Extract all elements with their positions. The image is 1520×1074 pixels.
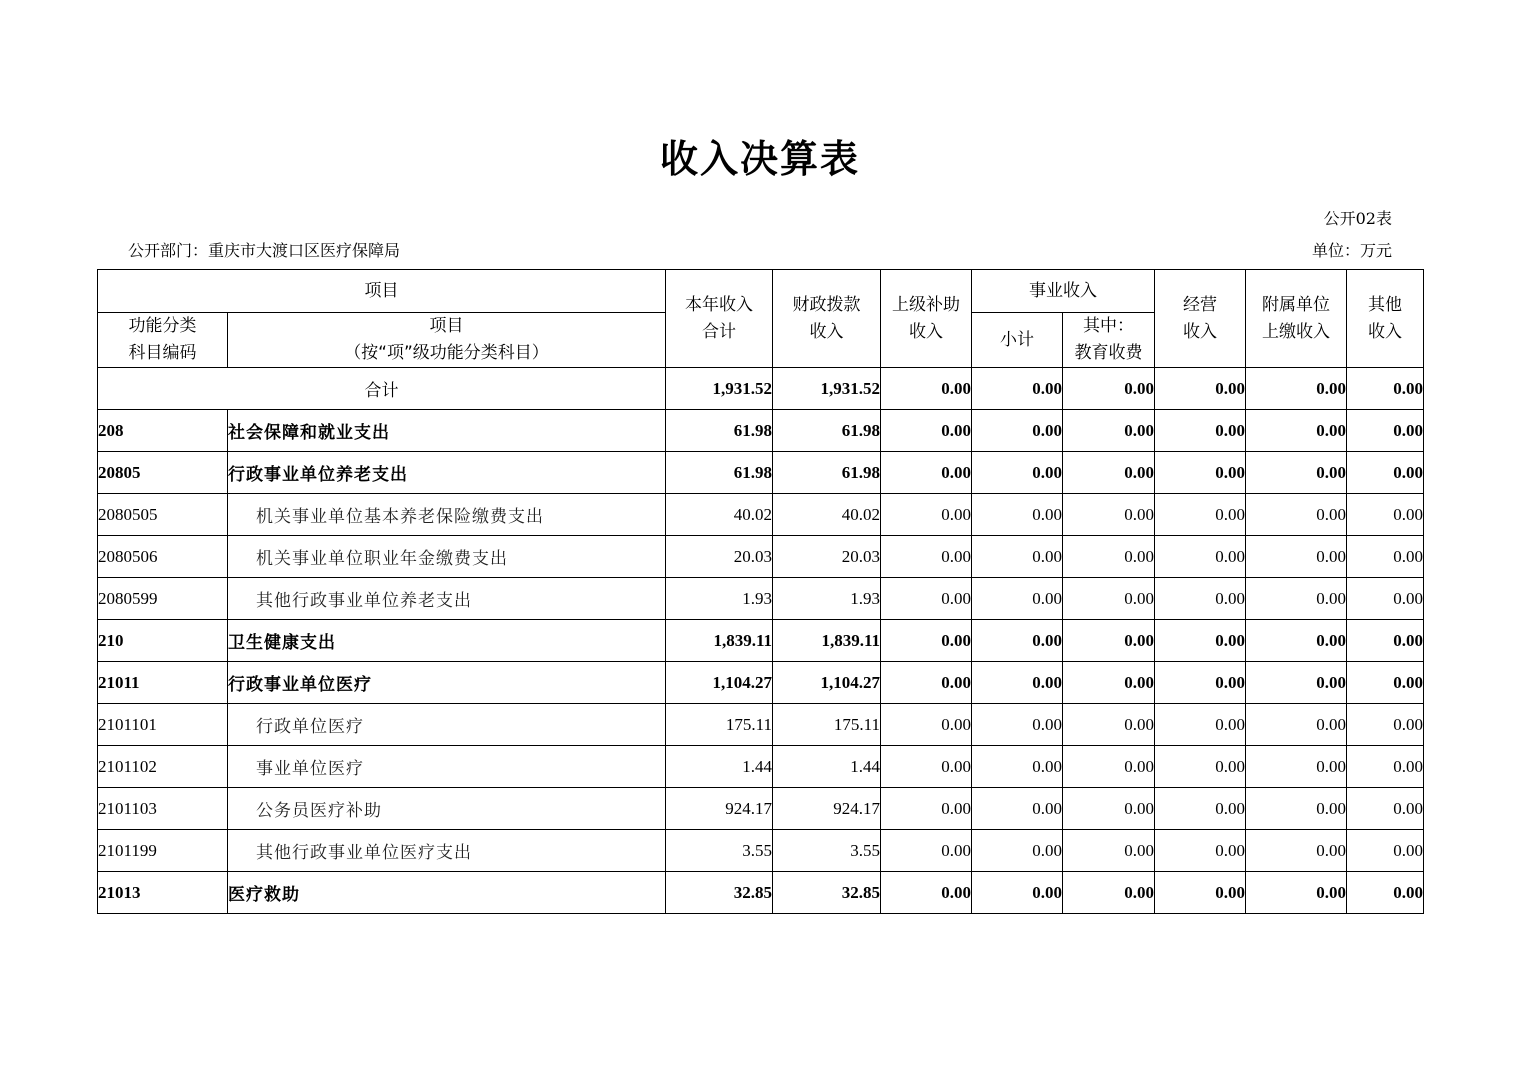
cell-value: 0.00 — [1246, 452, 1347, 494]
cell-value: 0.00 — [1246, 746, 1347, 788]
header-superior: 上级补助 收入 — [881, 270, 972, 368]
table-row — [98, 830, 1424, 872]
cell-value: 0.00 — [972, 494, 1063, 536]
cell-value: 0.00 — [1063, 662, 1155, 704]
cell-value: 0.00 — [1063, 410, 1155, 452]
cell-code: 2080599 — [98, 578, 228, 620]
cell-value: 0.00 — [1155, 410, 1246, 452]
cell-value: 0.00 — [1347, 788, 1424, 830]
table-number: 公开02表 — [1323, 209, 1392, 228]
table-row — [98, 578, 1424, 620]
cell-name: 社会保障和就业支出 — [228, 410, 666, 452]
cell-value: 0.00 — [1347, 368, 1424, 410]
cell-value: 0.00 — [881, 368, 972, 410]
table-row — [98, 620, 1424, 662]
cell-value: 0.00 — [972, 830, 1063, 872]
cell-value: 3.55 — [666, 830, 773, 872]
total-row — [98, 368, 1424, 410]
cell-code: 21011 — [98, 662, 228, 704]
cell-value: 0.00 — [1155, 452, 1246, 494]
cell-value: 0.00 — [1155, 872, 1246, 914]
cell-name: 行政事业单位医疗 — [228, 662, 666, 704]
cell-value: 61.98 — [773, 452, 881, 494]
header-item-group: 项目 — [98, 270, 666, 313]
cell-value: 40.02 — [666, 494, 773, 536]
cell-value: 20.03 — [666, 536, 773, 578]
cell-value: 0.00 — [1347, 536, 1424, 578]
cell-name: 卫生健康支出 — [228, 620, 666, 662]
cell-value: 0.00 — [1246, 704, 1347, 746]
header-fiscal: 财政拨款 收入 — [773, 270, 881, 368]
department-label: 公开部门：重庆市大渡口区医疗保障局 — [128, 241, 401, 260]
total-label: 合计 — [98, 368, 666, 410]
cell-value: 0.00 — [1246, 578, 1347, 620]
cell-value: 0.00 — [1347, 578, 1424, 620]
cell-value: 0.00 — [1063, 620, 1155, 662]
cell-value: 0.00 — [972, 872, 1063, 914]
cell-value: 0.00 — [881, 452, 972, 494]
cell-code: 2080506 — [98, 536, 228, 578]
header-other: 其他 收入 — [1347, 270, 1424, 368]
cell-value: 0.00 — [1246, 620, 1347, 662]
cell-value: 1,104.27 — [666, 662, 773, 704]
cell-name: 其他行政事业单位养老支出 — [228, 578, 666, 620]
cell-value: 0.00 — [881, 536, 972, 578]
cell-value: 0.00 — [1155, 368, 1246, 410]
table-row — [98, 788, 1424, 830]
cell-value: 0.00 — [972, 704, 1063, 746]
cell-value: 0.00 — [1246, 872, 1347, 914]
cell-value: 1.93 — [773, 578, 881, 620]
income-table — [97, 269, 1424, 914]
cell-value: 0.00 — [1155, 704, 1246, 746]
cell-value: 0.00 — [881, 494, 972, 536]
table-row — [98, 452, 1424, 494]
cell-value: 0.00 — [972, 452, 1063, 494]
cell-value: 0.00 — [1155, 494, 1246, 536]
cell-value: 0.00 — [972, 536, 1063, 578]
cell-name: 行政单位医疗 — [228, 704, 666, 746]
cell-value: 924.17 — [773, 788, 881, 830]
cell-value: 0.00 — [881, 830, 972, 872]
cell-value: 0.00 — [1063, 872, 1155, 914]
cell-value: 0.00 — [1347, 746, 1424, 788]
cell-value: 0.00 — [1155, 830, 1246, 872]
cell-value: 0.00 — [1063, 788, 1155, 830]
cell-value: 0.00 — [1155, 788, 1246, 830]
table-row — [98, 872, 1424, 914]
cell-name: 行政事业单位养老支出 — [228, 452, 666, 494]
cell-value: 61.98 — [666, 410, 773, 452]
cell-value: 1,931.52 — [773, 368, 881, 410]
cell-code: 2101103 — [98, 788, 228, 830]
cell-value: 0.00 — [972, 368, 1063, 410]
cell-code: 208 — [98, 410, 228, 452]
cell-value: 1.44 — [666, 746, 773, 788]
cell-value: 40.02 — [773, 494, 881, 536]
cell-value: 61.98 — [666, 452, 773, 494]
header-operating: 经营 收入 — [1155, 270, 1246, 368]
header-business-group: 事业收入 — [972, 270, 1155, 313]
header-func-code: 功能分类 科目编码 — [98, 313, 228, 368]
cell-value: 20.03 — [773, 536, 881, 578]
cell-value: 0.00 — [881, 872, 972, 914]
cell-value: 1,104.27 — [773, 662, 881, 704]
cell-value: 0.00 — [1347, 704, 1424, 746]
cell-value: 0.00 — [1347, 620, 1424, 662]
cell-value: 0.00 — [1155, 746, 1246, 788]
table-row — [98, 704, 1424, 746]
cell-value: 0.00 — [881, 410, 972, 452]
cell-name: 其他行政事业单位医疗支出 — [228, 830, 666, 872]
table-row — [98, 746, 1424, 788]
cell-value: 0.00 — [972, 746, 1063, 788]
cell-name: 机关事业单位基本养老保险缴费支出 — [228, 494, 666, 536]
cell-value: 0.00 — [1063, 368, 1155, 410]
cell-value: 0.00 — [1347, 830, 1424, 872]
table-row — [98, 536, 1424, 578]
cell-value: 0.00 — [881, 620, 972, 662]
cell-value: 0.00 — [1347, 410, 1424, 452]
cell-value: 1,931.52 — [666, 368, 773, 410]
table-row — [98, 662, 1424, 704]
cell-value: 0.00 — [1063, 494, 1155, 536]
cell-value: 0.00 — [881, 788, 972, 830]
cell-code: 20805 — [98, 452, 228, 494]
cell-value: 0.00 — [1246, 536, 1347, 578]
cell-value: 0.00 — [1246, 788, 1347, 830]
cell-value: 1.44 — [773, 746, 881, 788]
unit-label: 单位：万元 — [1311, 241, 1392, 260]
cell-value: 0.00 — [1155, 662, 1246, 704]
cell-value: 0.00 — [972, 788, 1063, 830]
page-title: 收入决算表 — [659, 137, 860, 181]
cell-value: 0.00 — [1063, 746, 1155, 788]
cell-value: 32.85 — [773, 872, 881, 914]
cell-value: 0.00 — [881, 578, 972, 620]
cell-value: 0.00 — [1155, 620, 1246, 662]
cell-code: 2101101 — [98, 704, 228, 746]
cell-value: 0.00 — [1246, 662, 1347, 704]
cell-value: 0.00 — [972, 662, 1063, 704]
cell-value: 0.00 — [1246, 830, 1347, 872]
cell-value: 0.00 — [972, 620, 1063, 662]
cell-value: 0.00 — [1063, 452, 1155, 494]
cell-value: 0.00 — [1063, 830, 1155, 872]
cell-value: 1.93 — [666, 578, 773, 620]
cell-code: 21013 — [98, 872, 228, 914]
cell-value: 0.00 — [1347, 494, 1424, 536]
cell-value: 0.00 — [1246, 368, 1347, 410]
table-row — [98, 494, 1424, 536]
header-subtotal: 小计 — [972, 313, 1063, 368]
cell-name: 机关事业单位职业年金缴费支出 — [228, 536, 666, 578]
cell-code: 2080505 — [98, 494, 228, 536]
cell-value: 0.00 — [1063, 536, 1155, 578]
header-edu-fee: 其中： 教育收费 — [1063, 313, 1155, 368]
cell-value: 1,839.11 — [773, 620, 881, 662]
cell-name: 公务员医疗补助 — [228, 788, 666, 830]
cell-value: 3.55 — [773, 830, 881, 872]
cell-value: 0.00 — [972, 578, 1063, 620]
cell-name: 医疗救助 — [228, 872, 666, 914]
cell-value: 0.00 — [881, 746, 972, 788]
cell-code: 210 — [98, 620, 228, 662]
cell-value: 0.00 — [1246, 410, 1347, 452]
header-item-name: 项目 （按“项”级功能分类科目） — [228, 313, 666, 368]
cell-value: 32.85 — [666, 872, 773, 914]
cell-value: 61.98 — [773, 410, 881, 452]
cell-value: 0.00 — [1347, 662, 1424, 704]
header-total: 本年收入 合计 — [666, 270, 773, 368]
cell-value: 0.00 — [1063, 704, 1155, 746]
cell-value: 0.00 — [1155, 578, 1246, 620]
cell-value: 0.00 — [1347, 452, 1424, 494]
cell-value: 924.17 — [666, 788, 773, 830]
cell-value: 175.11 — [666, 704, 773, 746]
cell-code: 2101102 — [98, 746, 228, 788]
cell-value: 0.00 — [881, 704, 972, 746]
cell-value: 0.00 — [1155, 536, 1246, 578]
cell-value: 0.00 — [881, 662, 972, 704]
cell-value: 175.11 — [773, 704, 881, 746]
cell-name: 事业单位医疗 — [228, 746, 666, 788]
header-affiliated: 附属单位 上缴收入 — [1246, 270, 1347, 368]
cell-value: 0.00 — [1063, 578, 1155, 620]
cell-code: 2101199 — [98, 830, 228, 872]
cell-value: 1,839.11 — [666, 620, 773, 662]
cell-value: 0.00 — [972, 410, 1063, 452]
table-row — [98, 410, 1424, 452]
cell-value: 0.00 — [1347, 872, 1424, 914]
cell-value: 0.00 — [1246, 494, 1347, 536]
